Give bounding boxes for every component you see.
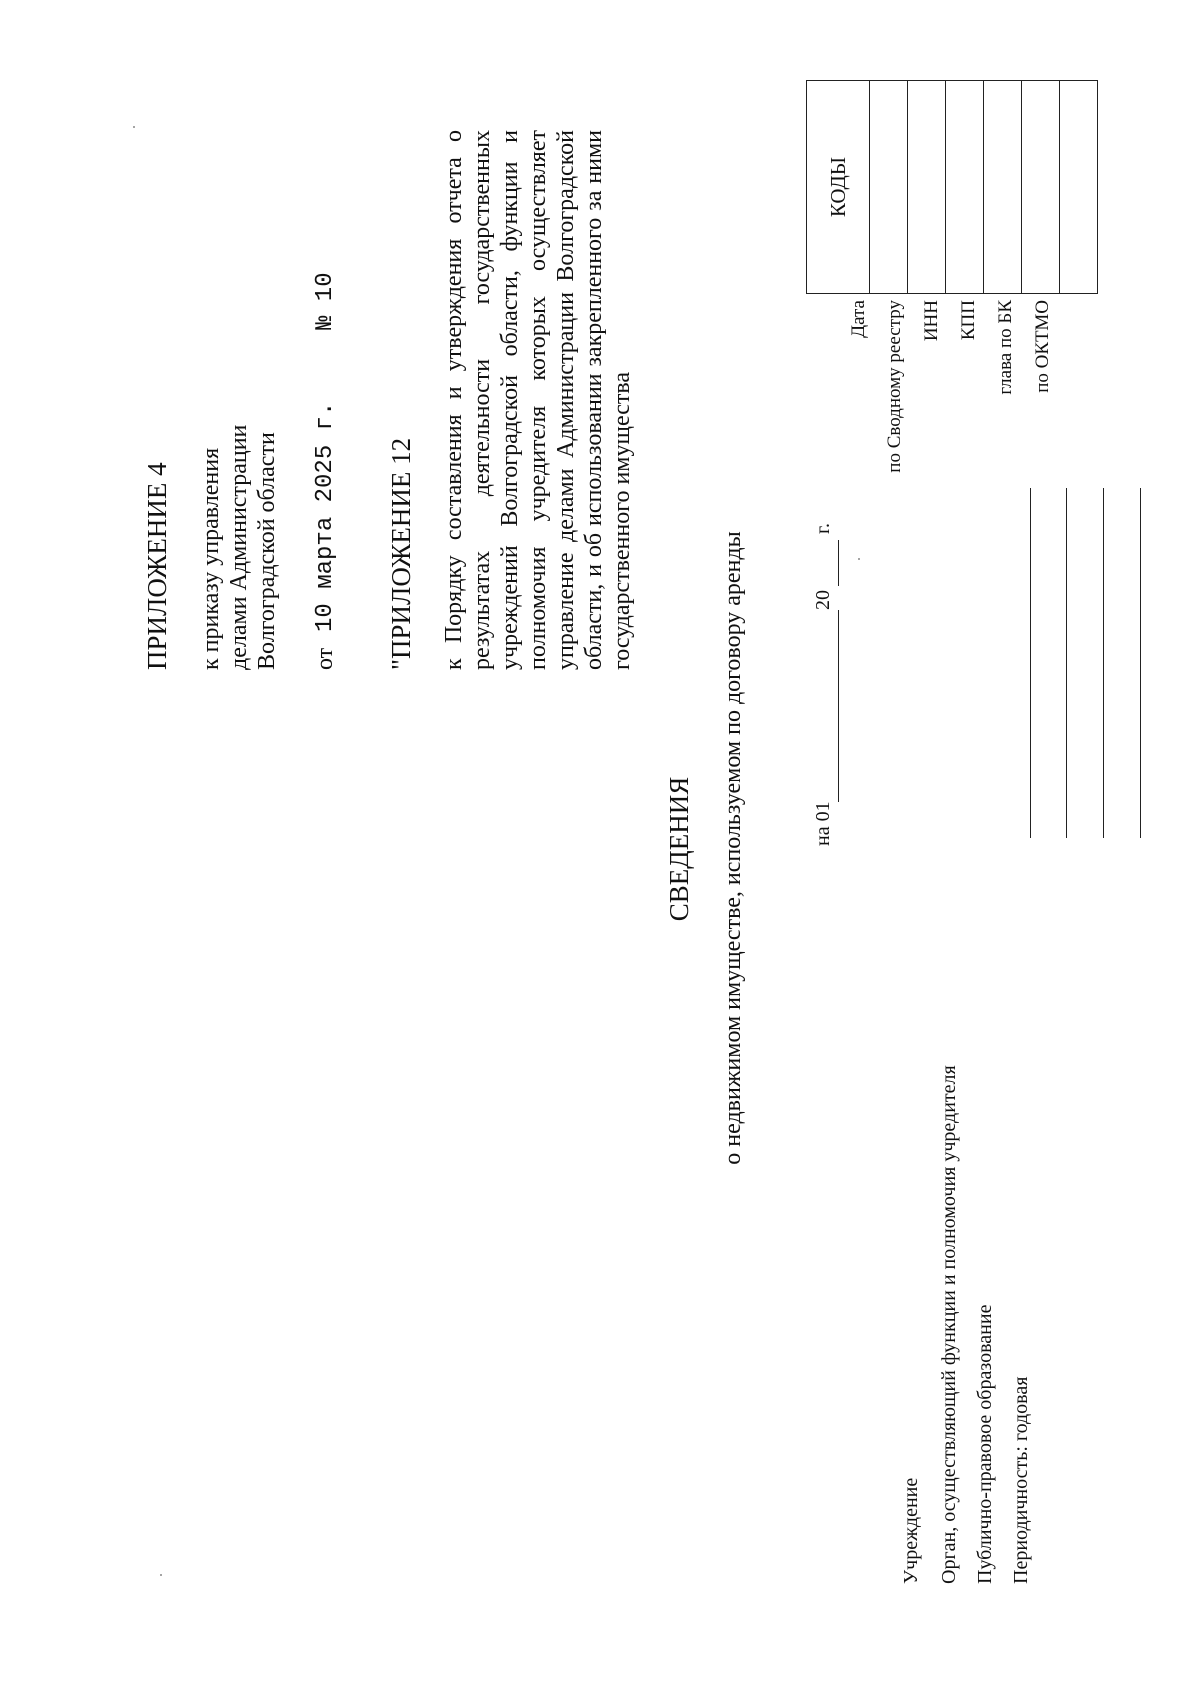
year-line bbox=[838, 540, 839, 586]
scan-speck bbox=[858, 558, 860, 560]
field-periodicity: Периодичность: годовая bbox=[1010, 1376, 1032, 1584]
scan-speck bbox=[133, 126, 135, 128]
document-title: СВЕДЕНИЯ bbox=[664, 776, 694, 922]
field-founder-body: Орган, осуществляющий функции и полномочия учредителя bbox=[938, 1065, 960, 1584]
as-of-date-line bbox=[838, 610, 839, 802]
sub-appendix-text: к Порядку составления и утверждения отчета о результатах деятельности государственных учреждений Волгоградской области, функции и полномочия учредителя которых осуществляет управление делами Администрации Волгоградской области, и об использовании закрепленного за ними государственного имущества bbox=[441, 130, 635, 670]
code-label-bk: глава по БК bbox=[995, 300, 1016, 395]
year-suffix: г. bbox=[812, 523, 834, 534]
field-public-entity: Публично-правовое образование bbox=[974, 1304, 996, 1584]
code-label-kpp: КПП bbox=[958, 300, 979, 341]
code-cell-bk[interactable] bbox=[1022, 81, 1060, 294]
founder-fill-line[interactable] bbox=[1066, 488, 1067, 838]
periodicity-fill-line[interactable] bbox=[1140, 488, 1141, 838]
sub-appendix-title: "ПРИЛОЖЕНИЕ 12 bbox=[386, 437, 416, 670]
code-cell-inn[interactable] bbox=[946, 81, 984, 294]
appendix-title: ПРИЛОЖЕНИЕ 4 bbox=[142, 462, 172, 670]
code-cell-registry[interactable] bbox=[908, 81, 946, 294]
codes-header: КОДЫ bbox=[807, 81, 870, 294]
order-date-value: 10 марта 2025 г. bbox=[312, 401, 339, 632]
document-subtitle: о недвижимом имуществе, используемом по договору аренды bbox=[720, 531, 746, 1165]
order-line-2: делами Администрации bbox=[226, 424, 252, 670]
public-entity-fill-line[interactable] bbox=[1103, 488, 1104, 838]
code-label-registry: по Сводному реестру bbox=[884, 300, 905, 473]
codes-table bbox=[806, 80, 1098, 294]
order-line-1: к приказу управления bbox=[198, 447, 224, 670]
order-date-prefix: от bbox=[312, 647, 338, 670]
code-label-inn: ИНН bbox=[921, 300, 942, 342]
code-cell-date[interactable] bbox=[870, 81, 908, 294]
as-of-prefix: на 01 bbox=[812, 801, 834, 846]
order-number: № 10 bbox=[312, 272, 339, 330]
code-label-oktmo: по ОКТМО bbox=[1032, 300, 1053, 393]
code-label-date: Дата bbox=[848, 300, 869, 338]
field-institution: Учреждение bbox=[900, 1477, 922, 1584]
order-line-3: Волгоградской области bbox=[254, 432, 280, 670]
code-cell-kpp[interactable] bbox=[984, 81, 1022, 294]
institution-fill-line[interactable] bbox=[1030, 488, 1031, 838]
code-cell-oktmo[interactable] bbox=[1060, 81, 1098, 294]
year-prefix: 20 bbox=[812, 590, 834, 610]
scan-speck bbox=[160, 1574, 162, 1576]
